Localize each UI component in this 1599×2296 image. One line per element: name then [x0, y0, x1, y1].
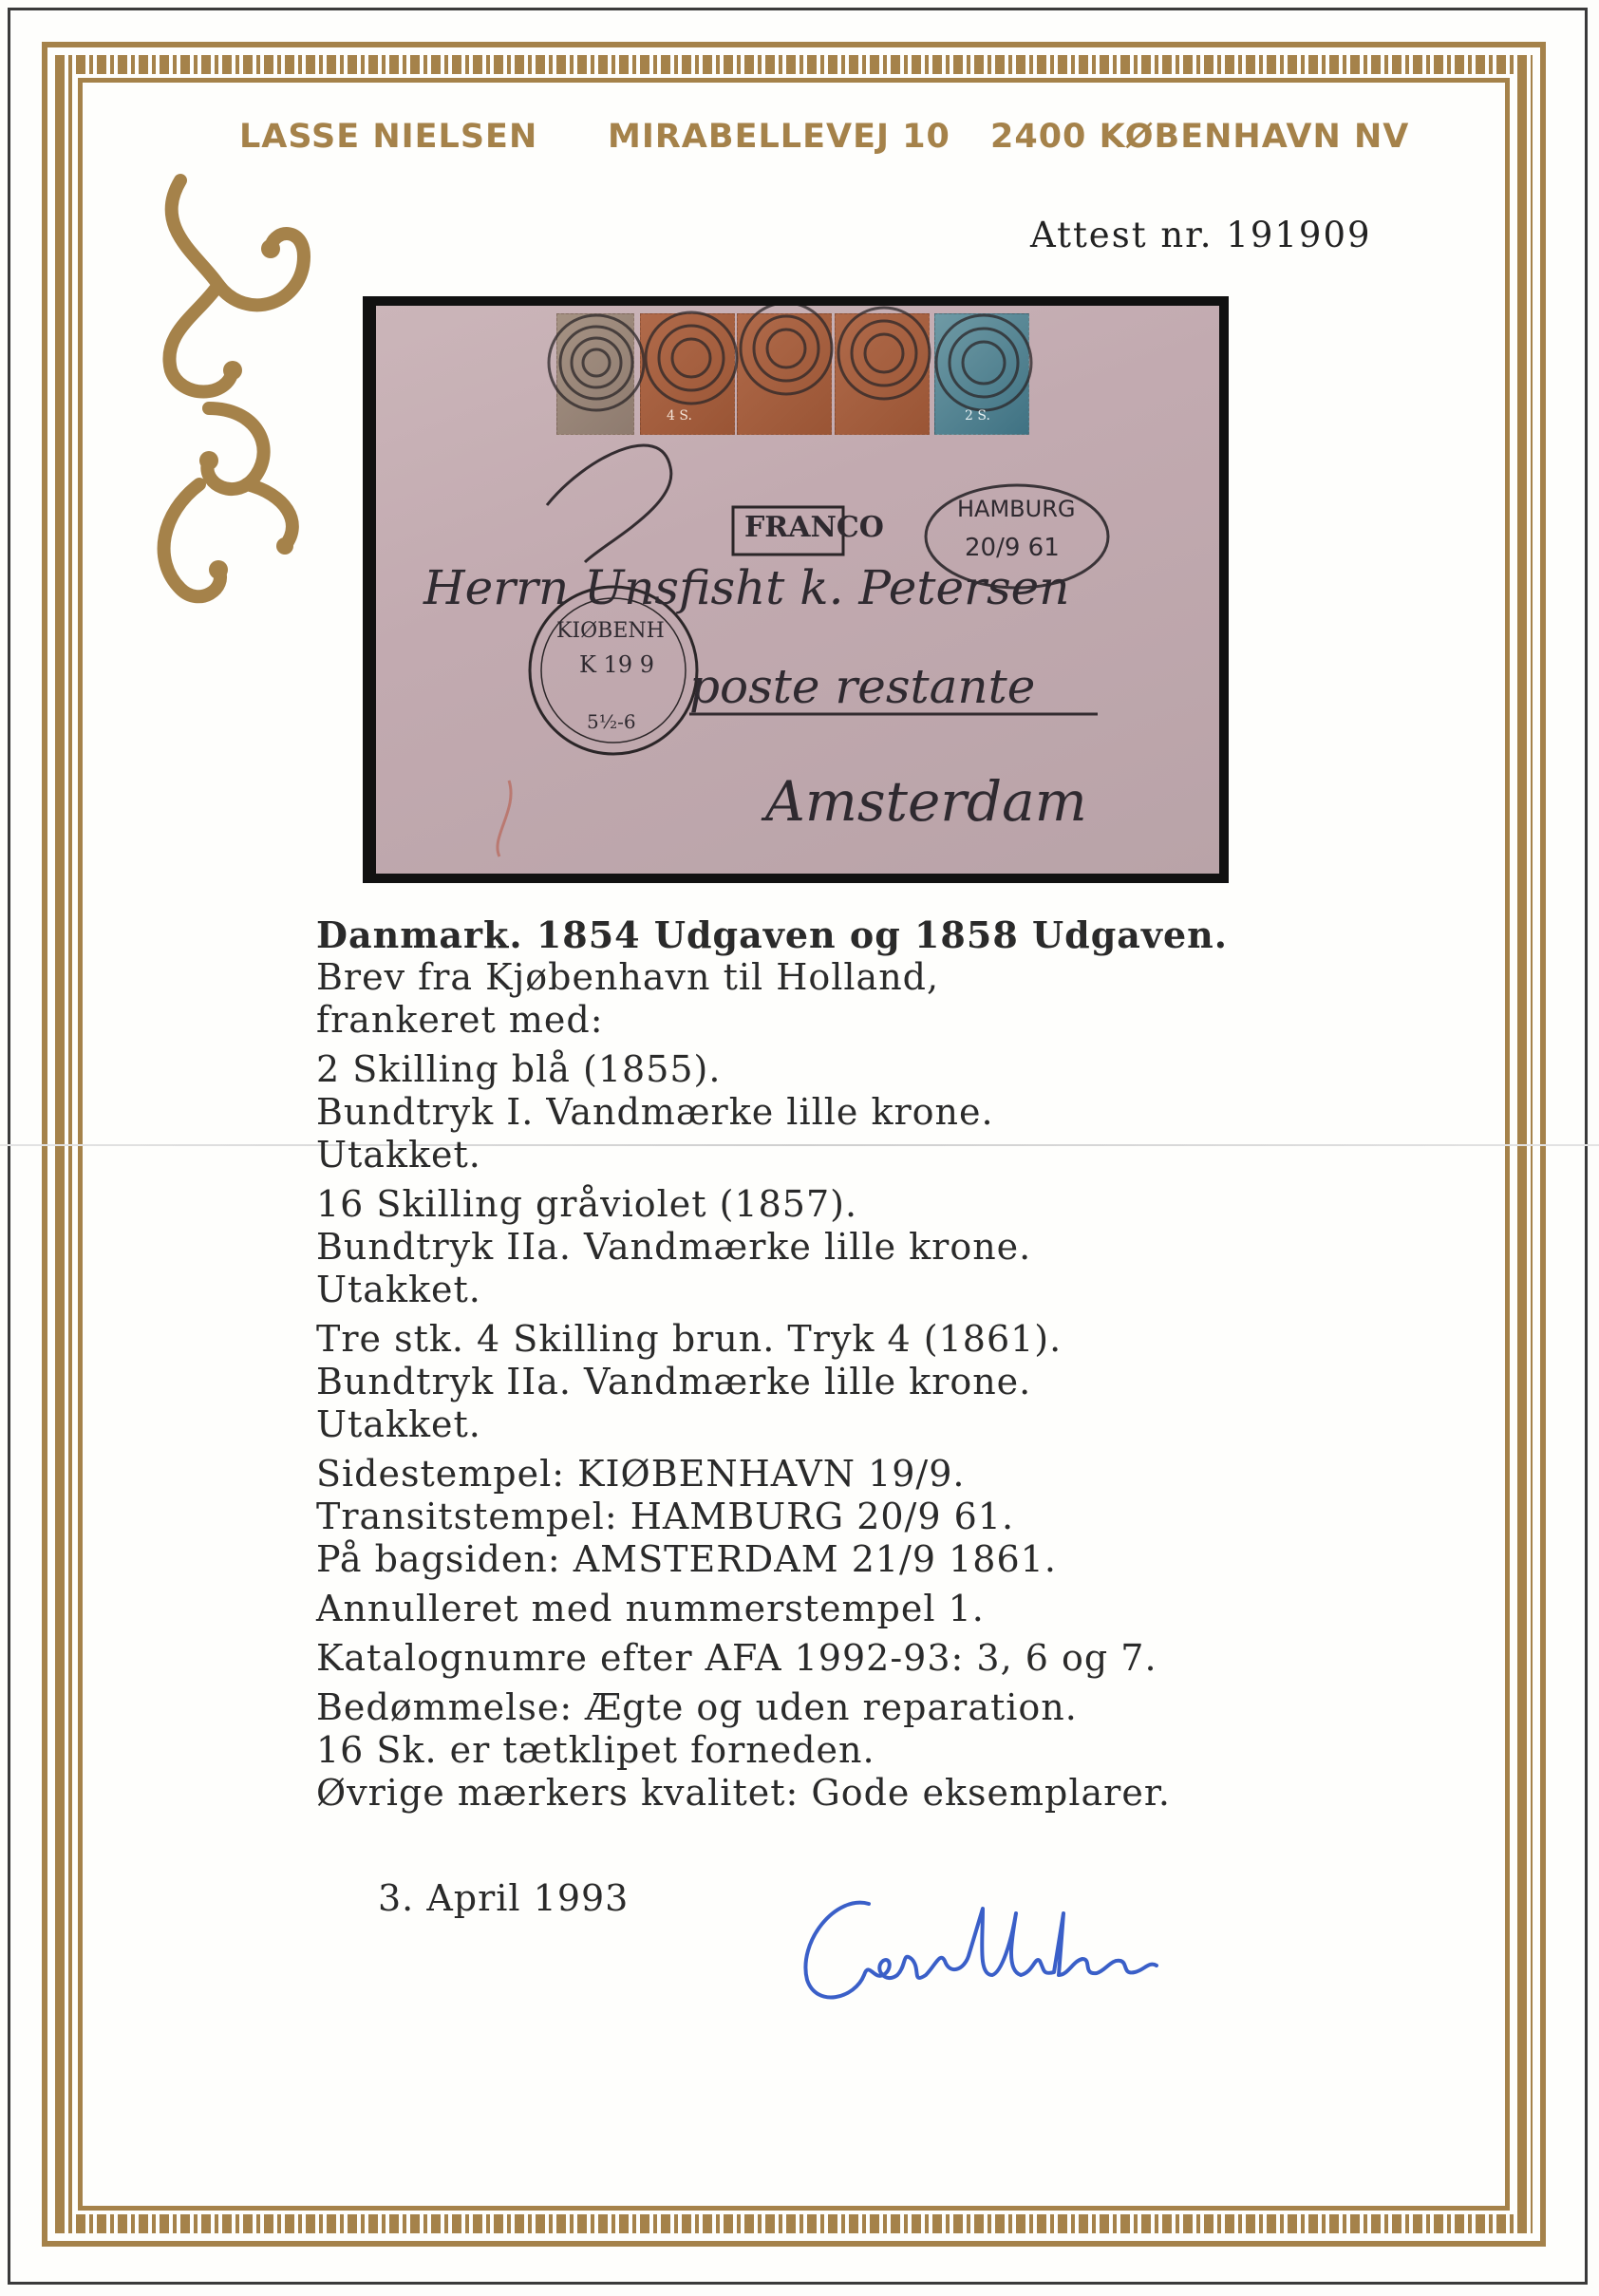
- cancel-line: Annulleret med nummerstempel 1.: [316, 1588, 985, 1629]
- stamp-value-label-blue: 2 S.: [965, 408, 990, 423]
- stamp-value-label: 4 S.: [667, 408, 692, 423]
- kbh-date: K 19 9: [579, 651, 654, 678]
- stamp1-line: Utakket.: [316, 1134, 481, 1176]
- address-line-1: Herrn Unsfisht k. Petersen: [423, 560, 1070, 615]
- description-line: Brev fra Kjøbenhavn til Holland,: [316, 956, 940, 998]
- description-title: Danmark. 1854 Udgaven og 1858 Udgaven.: [316, 913, 1229, 956]
- scroll-ornament-icon: [142, 171, 318, 617]
- stamp3-line: Bundtryk IIa. Vandmærke lille krone.: [316, 1361, 1032, 1402]
- stamp2-line: Utakket.: [316, 1269, 481, 1310]
- assessment-line: 16 Sk. er tætklipet forneden.: [316, 1729, 875, 1771]
- expert-street: MIRABELLEVEJ 10: [608, 118, 950, 156]
- letterhead: [0, 118, 1599, 165]
- postmark-line: På bagsiden: AMSTERDAM 21/9 1861.: [316, 1538, 1057, 1580]
- expert-name: LASSE NIELSEN: [239, 118, 538, 156]
- description-line: frankeret med:: [316, 999, 604, 1041]
- postmark-line: Sidestempel: KIØBENHAVN 19/9.: [316, 1453, 966, 1495]
- address-line-2: poste restante: [689, 659, 1036, 714]
- franco-handstamp: FRANCO: [744, 511, 884, 544]
- stamp1-line: 2 Skilling blå (1855).: [316, 1048, 722, 1090]
- certificate-description: [316, 913, 1399, 1821]
- stamp2-line: 16 Skilling gråviolet (1857).: [316, 1183, 858, 1225]
- letter-cover: [376, 306, 1219, 874]
- cover-photo: [363, 296, 1229, 883]
- assessment-line: Bedømmelse: Ægte og uden reparation.: [316, 1686, 1078, 1728]
- catalog-line: Katalognumre efter AFA 1992-93: 3, 6 og 7.: [316, 1637, 1157, 1679]
- stamp2-line: Bundtryk IIa. Vandmærke lille krone.: [316, 1226, 1032, 1268]
- hamburg-date: 20/9 61: [965, 534, 1060, 562]
- stamp3-line: Utakket.: [316, 1403, 481, 1445]
- assessment-line: Øvrige mærkers kvalitet: Gode eksemplarer.: [316, 1772, 1171, 1814]
- address-line-3: Amsterdam: [765, 769, 1087, 834]
- certificate-date: 3. April 1993: [378, 1877, 630, 1919]
- stamp1-line: Bundtryk I. Vandmærke lille krone.: [316, 1091, 994, 1133]
- kbh-year: 5½-6: [587, 710, 636, 733]
- postmark-line: Transitstempel: HAMBURG 20/9 61.: [316, 1496, 1015, 1537]
- handwritten-signature: [779, 1885, 1177, 2018]
- hamburg-cancel: HAMBURG: [957, 496, 1076, 522]
- kbh-cancel: KIØBENH: [556, 619, 665, 643]
- expert-city: 2400 KØBENHAVN NV: [990, 118, 1410, 156]
- attest-number: Attest nr. 191909: [1030, 215, 1372, 255]
- stamp3-line: Tre stk. 4 Skilling brun. Tryk 4 (1861).: [316, 1318, 1063, 1360]
